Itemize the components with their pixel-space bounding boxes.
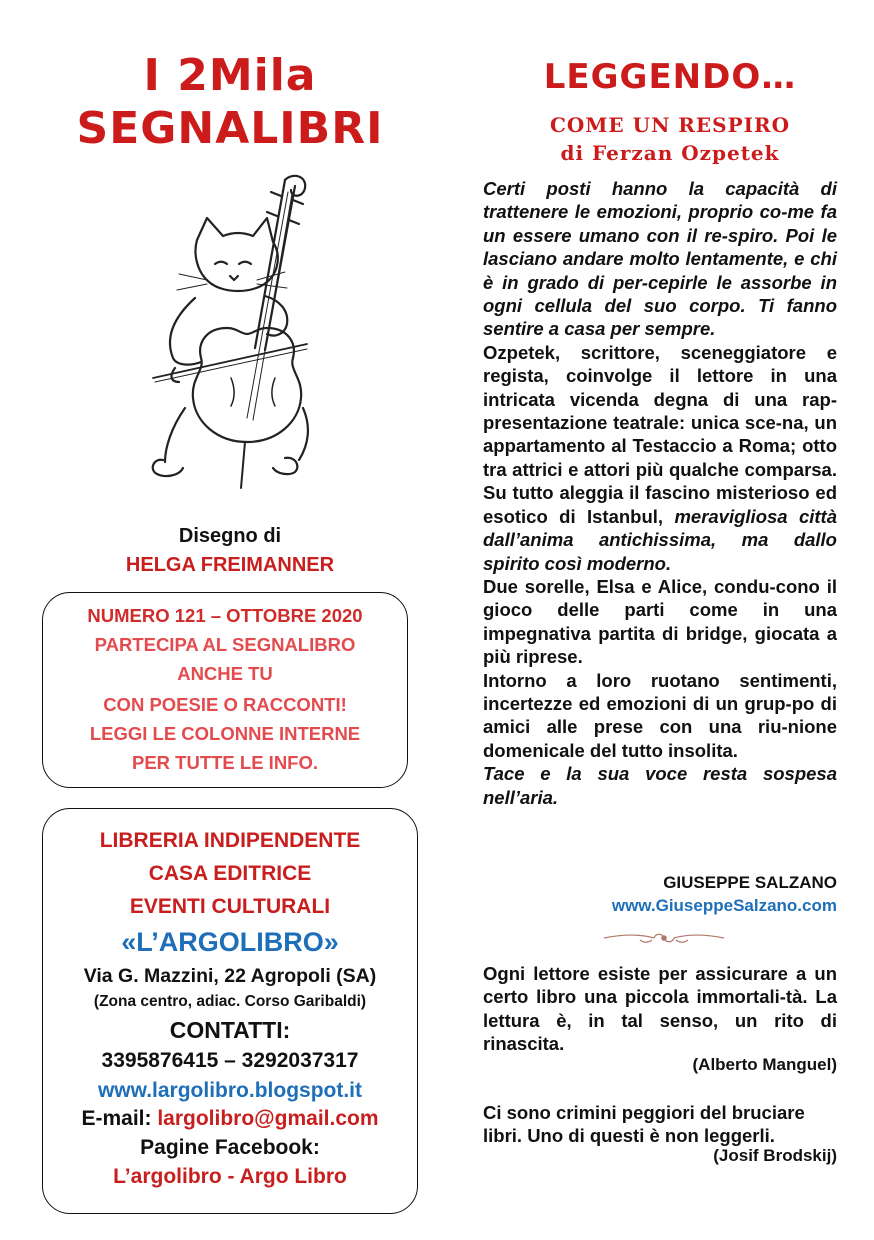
quote-text: Ogni lettore esiste per assicurare a un certo libro una piccola immortali-tà. La lettura è, in tal senso, un rito di rinascita. <box>483 963 837 1055</box>
page-title-line-1: I 2Mila <box>143 50 317 101</box>
review-text-italic: meravigliosa città dall’anima antichissima, ma dallo spirito così moderno. <box>483 505 837 574</box>
review-text: Ozpetek, scrittore, sceneggiatore e regista, coinvolge il lettore in una intricata vicenda degna di una rap-presentazione teatrale: unica sce-na, un appartamento al Testaccio a Roma; otto tra attrici e attori più qualche comparsa. Su tutto aleggia il fascino misterioso ed esotico di Istanbul, <box>483 341 837 527</box>
issue-info-line: ANCHE TU <box>177 663 273 684</box>
bookshop-line-2: CASA EDITRICE <box>148 862 312 885</box>
cat-double-bass-drawing <box>135 168 325 498</box>
bookshop-contact-box <box>42 808 418 1214</box>
quote-author: (Alberto Manguel) <box>692 1055 837 1074</box>
issue-number: NUMERO 121 – OTTOBRE 2020 <box>87 605 363 626</box>
phone-numbers: 3395876415 – 3292037317 <box>101 1049 359 1072</box>
decorative-divider-icon <box>600 930 728 946</box>
bookshop-line-3: EVENTI CULTURALI <box>129 895 331 918</box>
page-title-line-2: SEGNALIBRI <box>76 103 384 154</box>
email-label: E-mail: <box>81 1107 152 1130</box>
book-review <box>483 177 837 809</box>
column-title: LEGGENDO… <box>543 57 797 97</box>
review-paragraph <box>483 341 837 575</box>
review-paragraph: Certi posti hanno la capacità di trattenere le emozioni, proprio co-me fa un essere umano con il re-spiro. Poi le lasciano andare molto lentamente, e chi è in grado di per-cepirle le assorbe in ogni cellula del suo corpo. Ti fanno sentire a casa per sempre. <box>483 178 837 340</box>
quote-author: (Josif Brodskij) <box>713 1146 837 1165</box>
issue-info-line: PER TUTTE LE INFO. <box>131 752 319 773</box>
review-paragraph: Intorno a loro ruotano sentimenti, incertezze ed emozioni di un grup-po di amici alle prese con una riu-nione domenicale del tutto insolita. <box>483 669 837 761</box>
review-paragraph: Due sorelle, Elsa e Alice, condu-cono il gioco delle parti come in una impegnativa partita di bridge, giocata a più riprese. <box>483 575 837 668</box>
quote-text: Ci sono crimini peggiori del bruciare libri. Uno di questi è non leggerli. <box>483 1102 805 1147</box>
reviewer-website-link[interactable]: www.GiuseppeSalzano.com <box>611 896 837 915</box>
book-author: di Ferzan Ozpetek <box>560 141 780 165</box>
email-link[interactable]: largolibro@gmail.com <box>157 1107 379 1130</box>
bookshop-address-note: (Zona centro, adiac. Corso Garibaldi) <box>93 993 367 1010</box>
bookshop-name: «L’ARGOLIBRO» <box>121 927 339 957</box>
contacts-label: CONTATTI: <box>169 1017 291 1043</box>
issue-info-line: PARTECIPA AL SEGNALIBRO <box>94 634 356 655</box>
issue-info-line: LEGGI LE COLONNE INTERNE <box>89 723 361 744</box>
review-signature: GIUSEPPE SALZANO <box>663 873 837 892</box>
issue-info-box <box>42 592 408 788</box>
review-paragraph: Tace e la sua voce resta sospesa nell’aria. <box>483 763 837 808</box>
drawing-credit-label: Disegno di <box>178 525 282 547</box>
bookshop-line-1: LIBRERIA INDIPENDENTE <box>99 829 361 852</box>
blog-link[interactable]: www.largolibro.blogspot.it <box>97 1079 363 1102</box>
facebook-label: Pagine Facebook: <box>140 1136 320 1159</box>
bookshop-address: Via G. Mazzini, 22 Agropoli (SA) <box>83 965 377 987</box>
facebook-page[interactable]: L’argolibro - Argo Libro <box>113 1165 347 1188</box>
email-row <box>43 1107 417 1131</box>
drawing-credit-author: HELGA FREIMANNER <box>125 554 335 576</box>
issue-info-line: CON POESIE O RACCONTI! <box>103 694 347 715</box>
book-title: COME UN RESPIRO <box>549 113 791 137</box>
